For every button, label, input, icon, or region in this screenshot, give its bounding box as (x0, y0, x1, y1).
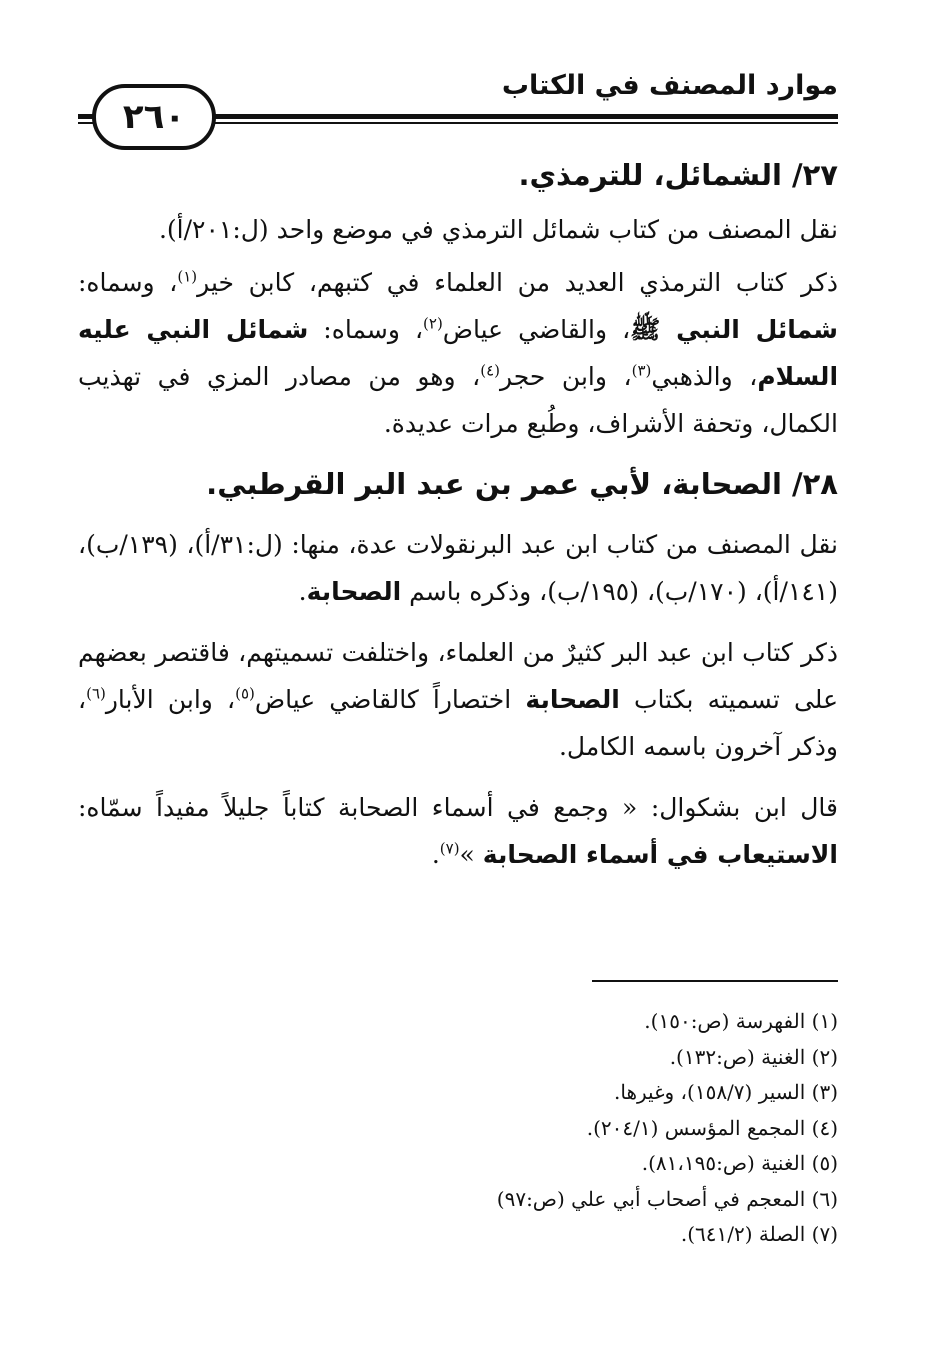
book-title-bold: الصحابة (525, 685, 620, 714)
book-title-bold: الصحابة (306, 577, 402, 606)
footnote: (١) الفهرسة (ص:١٥٠). (644, 1009, 838, 1033)
footnote: (٥) الغنية (ص:٨١،١٩٥). (641, 1151, 838, 1175)
footnote-ref-7[interactable]: (٧) (439, 839, 460, 858)
footnote-ref-2[interactable]: (٢) (423, 314, 443, 333)
footnote-ref-3[interactable]: (٣) (631, 361, 652, 380)
entry-28-paragraph-3: قال ابن بشكوال: « وجمع في أسماء الصحابة كتاباً جليلاً مفيداً سمّاه: الاستيعاب في أسماء الصحابة »$^{(٧)}$. (78, 793, 838, 869)
footnote-ref-4[interactable]: (٤) (480, 361, 500, 380)
running-title: موارد المصنف في الكتاب (501, 70, 838, 101)
footnote: (٧) الصلة (٦٤١/٢). (680, 1222, 838, 1246)
entry-27-paragraph-2: ذكر كتاب الترمذي العديد من العلماء في كتبهم، كابن خير$^{(١)}$، وسماه: شمائل النبي ﷺ، والقاضي عياض$^{(٢)}$، وسماه: شمائل النبي عليه السلام، والذهبي$^{(٣)}$، وابن حجر$^{(٤)}$، وهو من مصادر المزي في تهذيب الكمال، وتحفة الأشراف، وطُبع مرات عديدة. (78, 267, 839, 438)
footnote: (٤) المجمع المؤسس (٢٠٤/١). (586, 1115, 838, 1140)
book-title-bold: الاستيعاب في أسماء الصحابة (482, 840, 838, 869)
footnote-ref-5[interactable]: (٥) (235, 684, 255, 703)
book-title-bold: شمائل النبي ﷺ (630, 315, 839, 344)
footnote: (٢) الغنية (ص:١٣٢). (669, 1044, 838, 1069)
page-number: ٢٦٠ (122, 97, 186, 137)
book-title-bold: شمائل النبي عليه السلام (78, 315, 839, 391)
entry-27-paragraph-1: نقل المصنف من كتاب شمائل الترمذي في موضع واحد (ل:٢٠١/أ). (158, 215, 838, 244)
entry-heading-27: ٢٧/ الشمائل، للترمذي. (518, 158, 838, 192)
footnote: (٦) المعجم في أصحاب أبي علي (ص:٩٧) (496, 1186, 838, 1211)
page-number-frame (92, 84, 216, 150)
footnote-ref-6[interactable]: (٦) (86, 684, 106, 703)
footnote-ref-1[interactable]: (١) (177, 267, 198, 286)
main-text (78, 150, 838, 878)
footnote-separator (592, 980, 838, 982)
footnote: (٣) السير (١٥٨/٧)، وغيرها. (614, 1080, 838, 1104)
entry-heading-28: ٢٨/ الصحابة، لأبي عمر بن عبد البر القرطبي. (206, 467, 838, 501)
footnotes-list (200, 1004, 838, 1253)
entry-28-paragraph-2: ذكر كتاب ابن عبد البر كثيرٌ من العلماء، واختلفت تسميتهم، فاقتصر بعضهم على تسميته بكتاب الصحابة اختصاراً كالقاضي عياض$^{(٥)}$، وابن الأبار$^{(٦)}$، وذكر آخرون باسمه الكامل. (78, 638, 838, 761)
entry-28-paragraph-1: نقل المصنف من كتاب ابن عبد البرنقولات عدة، منها: (ل:٣١/أ)، (١٣٩/ب)، (١٤١/أ)، (١٧٠/ب)، (١٩٥/ب)، وذكره باسم الصحابة. (78, 530, 838, 606)
